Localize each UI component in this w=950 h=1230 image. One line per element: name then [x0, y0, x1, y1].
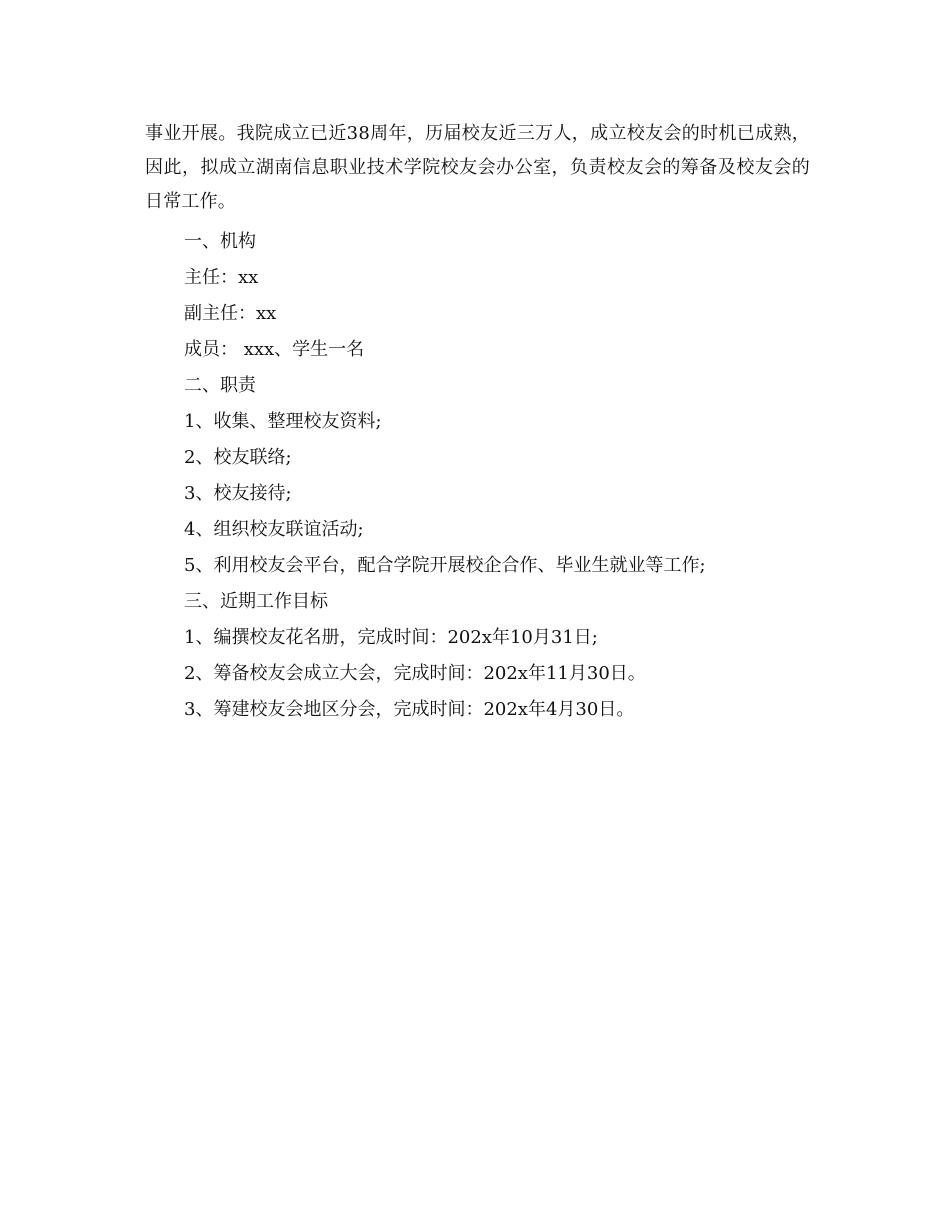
section-heading-organization: 一、机构 [184, 231, 256, 252]
responsibility-item: 4、组织校友联谊活动; [184, 519, 364, 540]
organization-director: 主任：xx [184, 267, 259, 288]
responsibility-item: 1、收集、整理校友资料; [184, 411, 382, 432]
responsibility-item: 2、校友联络; [184, 447, 292, 468]
responsibility-item: 5、利用校友会平台，配合学院开展校企合作、毕业生就业等工作; [184, 555, 706, 576]
goal-item: 1、编撰校友花名册，完成时间：202x年10月31日; [184, 627, 598, 648]
goal-item: 2、筹备校友会成立大会，完成时间：202x年11月30日。 [184, 663, 646, 684]
responsibility-item: 3、校友接待; [184, 483, 292, 504]
document-body [145, 117, 810, 728]
section-heading-responsibilities: 二、职责 [184, 375, 256, 396]
organization-members: 成员： xxx、学生一名 [184, 339, 365, 360]
intro-paragraph: 事业开展。我院成立已近38周年，历届校友近三万人，成立校友会的时机已成熟，因此，拟成立湖南信息职业技术学院校友会办公室，负责校友会的筹备及校友会的日常工作。 [145, 123, 810, 212]
goal-item: 3、筹建校友会地区分会，完成时间：202x年4月30日。 [184, 699, 635, 720]
organization-deputy-director: 副主任：xx [184, 303, 277, 324]
section-heading-goals: 三、近期工作目标 [184, 591, 328, 612]
